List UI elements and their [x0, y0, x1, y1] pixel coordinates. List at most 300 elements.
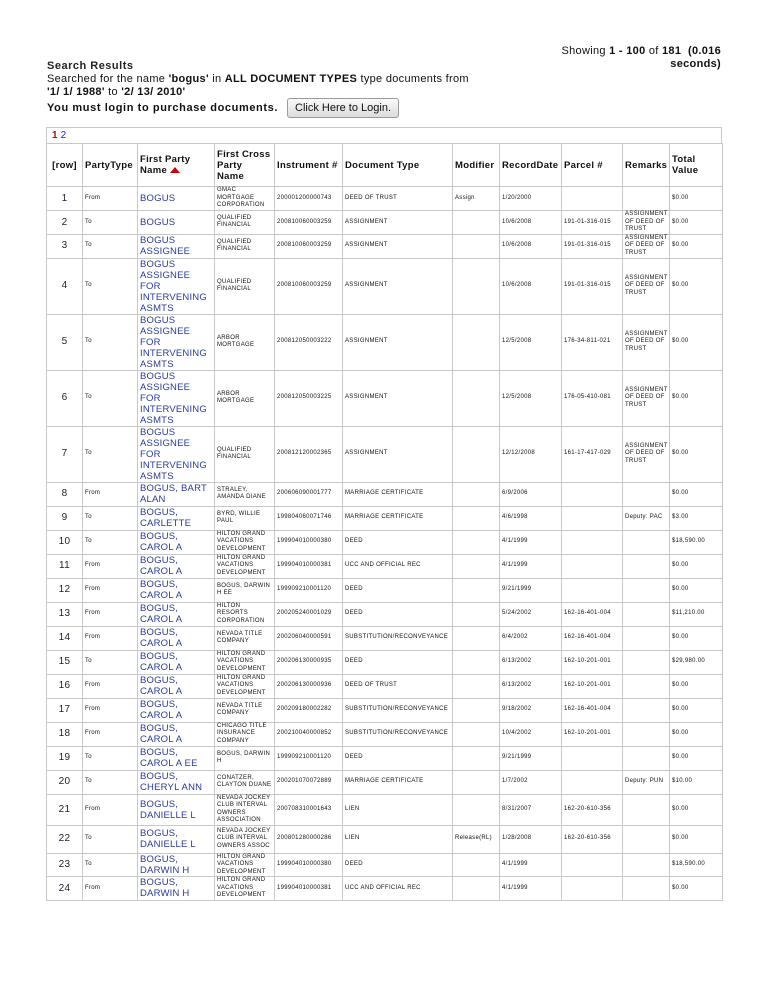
col-first-party-name[interactable]: First Party Name: [138, 144, 215, 187]
record-date: 5/24/2002: [500, 602, 562, 626]
cross-party-name: HILTON GRAND VACATIONS DEVELOPMENT: [215, 853, 275, 877]
parcel-number: [562, 877, 623, 901]
document-type: LIEN: [343, 825, 453, 853]
document-type: MARRIAGE CERTIFICATE: [343, 506, 453, 530]
record-date: 6/9/2006: [500, 482, 562, 506]
parcel-number: [562, 482, 623, 506]
table-row[interactable]: [47, 698, 723, 722]
first-party-name-link[interactable]: BOGUS ASSIGNEE: [138, 234, 215, 258]
total-value: $0.00: [670, 482, 723, 506]
record-date: 10/6/2008: [500, 211, 562, 235]
instrument-number: 199909210001120: [275, 746, 343, 770]
instrument-number: 200801280000286: [275, 825, 343, 853]
document-type: DEED: [343, 650, 453, 674]
first-party-name-link[interactable]: BOGUS, CAROL A EE: [138, 746, 215, 770]
cross-party-name: STRALEY, AMANDA DIANE: [215, 482, 275, 506]
row-number: 15: [47, 650, 83, 674]
table-row[interactable]: [47, 626, 723, 650]
table-row[interactable]: [47, 650, 723, 674]
remarks: [623, 698, 670, 722]
instrument-number: 199904010000380: [275, 853, 343, 877]
total-value: $0.00: [670, 426, 723, 482]
col-modifier[interactable]: Modifier: [453, 144, 500, 187]
total-value: $10.00: [670, 770, 723, 794]
search-summary: Searched for the name 'bogus' in ALL DOCUMENT TYPES type documents from '1/ 1/ 1988' to '2/ 13/ 2010': [47, 73, 469, 98]
table-row[interactable]: [47, 722, 723, 746]
total-value: $0.00: [670, 698, 723, 722]
table-row[interactable]: [47, 746, 723, 770]
cross-party-name: QUALIFIED FINANCIAL: [215, 426, 275, 482]
row-number: 12: [47, 578, 83, 602]
instrument-number: 200206040000591: [275, 626, 343, 650]
remarks: ASSIGNMENT OF DEED OF TRUST: [623, 258, 670, 314]
modifier: [453, 426, 500, 482]
query-time: (0.016: [688, 45, 721, 57]
remarks: [623, 578, 670, 602]
col-remarks[interactable]: Remarks: [623, 144, 670, 187]
col-record-date[interactable]: RecordDate: [500, 144, 562, 187]
modifier: [453, 602, 500, 626]
document-type: UCC AND OFFICIAL REC: [343, 877, 453, 901]
table-row[interactable]: [47, 530, 723, 554]
row-number: 19: [47, 746, 83, 770]
parcel-number: [562, 506, 623, 530]
cross-party-name: BYRD, WILLIE PAUL: [215, 506, 275, 530]
first-party-name-link[interactable]: BOGUS, CARLETTE: [138, 506, 215, 530]
results-table-body: [47, 187, 723, 901]
total-value: $0.00: [670, 554, 723, 578]
cross-party-name: HILTON GRAND VACATIONS DEVELOPMENT: [215, 554, 275, 578]
row-number: 16: [47, 674, 83, 698]
modifier: [453, 877, 500, 901]
record-date: 9/21/1999: [500, 746, 562, 770]
modifier: [453, 554, 500, 578]
remarks: [623, 650, 670, 674]
login-row: [47, 98, 399, 118]
party-type: From: [83, 794, 138, 825]
parcel-number: 162-16-401-004: [562, 602, 623, 626]
record-date: 9/18/2002: [500, 698, 562, 722]
table-row[interactable]: [47, 825, 723, 853]
first-party-name-link[interactable]: BOGUS, CHERYL ANN: [138, 770, 215, 794]
modifier: [453, 506, 500, 530]
date-to: '2/ 13/ 2010': [121, 86, 186, 98]
instrument-number: 200201070072889: [275, 770, 343, 794]
page-link-2[interactable]: 2: [60, 130, 67, 141]
modifier: [453, 674, 500, 698]
parcel-number: 162-20-610-356: [562, 825, 623, 853]
party-type: To: [83, 234, 138, 258]
remarks: ASSIGNMENT OF DEED OF TRUST: [623, 211, 670, 235]
document-type: SUBSTITUTION/RECONVEYANCE: [343, 722, 453, 746]
cross-party-name: GMAC MORTGAGE CORPORATION: [215, 187, 275, 211]
parcel-number: [562, 530, 623, 554]
document-type: ASSIGNMENT: [343, 258, 453, 314]
login-button[interactable]: Click Here to Login.: [287, 98, 399, 118]
remarks: ASSIGNMENT OF DEED OF TRUST: [623, 426, 670, 482]
total-value: $0.00: [670, 877, 723, 901]
first-party-name-link[interactable]: BOGUS, CAROL A: [138, 698, 215, 722]
instrument-number: 199904010000381: [275, 877, 343, 901]
table-header-row: [47, 144, 723, 187]
table-row[interactable]: [47, 211, 723, 235]
table-row[interactable]: [47, 314, 723, 370]
total-value: $0.00: [670, 794, 723, 825]
modifier: [453, 722, 500, 746]
instrument-number: 200810060003259: [275, 258, 343, 314]
total-value: $0.00: [670, 314, 723, 370]
first-party-name-link[interactable]: BOGUS, DANIELLE L: [138, 794, 215, 825]
page-current: 1: [52, 130, 58, 141]
col-row[interactable]: [row]: [47, 144, 83, 187]
total-value: $3.00: [670, 506, 723, 530]
table-row[interactable]: [47, 370, 723, 426]
first-party-name-link[interactable]: BOGUS, CAROL A: [138, 674, 215, 698]
row-number: 21: [47, 794, 83, 825]
first-party-name-link[interactable]: BOGUS: [138, 211, 215, 235]
total-value: $0.00: [670, 746, 723, 770]
first-party-name-link[interactable]: BOGUS, DARWIN H: [138, 877, 215, 901]
cross-party-name: HILTON GRAND VACATIONS DEVELOPMENT: [215, 674, 275, 698]
modifier: [453, 698, 500, 722]
instrument-number: 199904010000380: [275, 530, 343, 554]
party-type: From: [83, 602, 138, 626]
cross-party-name: ARBOR MORTGAGE: [215, 370, 275, 426]
instrument-number: 200209180002282: [275, 698, 343, 722]
remarks: [623, 722, 670, 746]
cross-party-name: QUALIFIED FINANCIAL: [215, 234, 275, 258]
first-party-name-link[interactable]: BOGUS, CAROL A: [138, 530, 215, 554]
record-date: 4/1/1999: [500, 877, 562, 901]
cross-party-name: BOGUS, DARWIN H EE: [215, 578, 275, 602]
party-type: From: [83, 722, 138, 746]
cross-party-name: QUALIFIED FINANCIAL: [215, 211, 275, 235]
record-date: 10/6/2008: [500, 234, 562, 258]
col-parcel[interactable]: Parcel #: [562, 144, 623, 187]
modifier: Assign: [453, 187, 500, 211]
row-number: 2: [47, 211, 83, 235]
cross-party-name: NEVADA TITLE COMPANY: [215, 698, 275, 722]
document-type: ASSIGNMENT: [343, 426, 453, 482]
parcel-number: 176-34-811-021: [562, 314, 623, 370]
cross-party-name: HILTON GRAND VACATIONS DEVELOPMENT: [215, 877, 275, 901]
record-date: 9/21/1999: [500, 578, 562, 602]
document-type: SUBSTITUTION/RECONVEYANCE: [343, 626, 453, 650]
instrument-number: 200001200000743: [275, 187, 343, 211]
cross-party-name: NEVADA JOCKEY CLUB INTERVAL OWNERS ASSOC: [215, 825, 275, 853]
login-notice: You must login to purchase documents.: [47, 102, 279, 114]
parcel-number: [562, 554, 623, 578]
parcel-number: 162-20-610-356: [562, 794, 623, 825]
party-type: To: [83, 825, 138, 853]
document-type: DEED: [343, 530, 453, 554]
document-type: MARRIAGE CERTIFICATE: [343, 770, 453, 794]
query-time-unit: seconds): [670, 58, 721, 70]
total-value: $0.00: [670, 722, 723, 746]
cross-party-name: NEVADA TITLE COMPANY: [215, 626, 275, 650]
cross-party-name: HILTON GRAND VACATIONS DEVELOPMENT: [215, 530, 275, 554]
record-date: 6/13/2002: [500, 674, 562, 698]
table-row[interactable]: [47, 482, 723, 506]
record-date: 6/13/2002: [500, 650, 562, 674]
results-total: 181: [662, 45, 682, 57]
page-title: Search Results: [47, 60, 134, 72]
first-party-name-link[interactable]: BOGUS ASSIGNEE FOR INTERVENING ASMTS: [138, 426, 215, 482]
row-number: 4: [47, 258, 83, 314]
total-value: $18,590.00: [670, 530, 723, 554]
document-type: LIEN: [343, 794, 453, 825]
remarks: Deputy: PUN: [623, 770, 670, 794]
row-number: 13: [47, 602, 83, 626]
parcel-number: 162-10-201-001: [562, 674, 623, 698]
parcel-number: [562, 187, 623, 211]
date-from: '1/ 1/ 1988': [47, 86, 105, 98]
parcel-number: 191-01-316-015: [562, 211, 623, 235]
remarks: [623, 187, 670, 211]
parcel-number: 191-01-316-015: [562, 234, 623, 258]
parcel-number: 162-10-201-001: [562, 722, 623, 746]
total-value: $0.00: [670, 370, 723, 426]
party-type: From: [83, 674, 138, 698]
total-value: $29,980.00: [670, 650, 723, 674]
instrument-number: 200812050003222: [275, 314, 343, 370]
col-instrument[interactable]: Instrument #: [275, 144, 343, 187]
table-row[interactable]: [47, 602, 723, 626]
first-party-name-link[interactable]: BOGUS, CAROL A: [138, 554, 215, 578]
party-type: To: [83, 853, 138, 877]
first-party-name-link[interactable]: BOGUS ASSIGNEE FOR INTERVENING ASMTS: [138, 370, 215, 426]
modifier: [453, 794, 500, 825]
total-value: $0.00: [670, 258, 723, 314]
instrument-number: 200812050003225: [275, 370, 343, 426]
record-date: 1/20/2000: [500, 187, 562, 211]
record-date: 6/4/2002: [500, 626, 562, 650]
remarks: [623, 746, 670, 770]
cross-party-name: ARBOR MORTGAGE: [215, 314, 275, 370]
document-type: ASSIGNMENT: [343, 314, 453, 370]
row-number: 8: [47, 482, 83, 506]
document-type: DEED: [343, 853, 453, 877]
first-party-name-link[interactable]: BOGUS, CAROL A: [138, 578, 215, 602]
row-number: 9: [47, 506, 83, 530]
col-party-type[interactable]: PartyType: [83, 144, 138, 187]
remarks: [623, 794, 670, 825]
remarks: [623, 626, 670, 650]
parcel-number: 162-16-401-004: [562, 698, 623, 722]
first-party-name-link[interactable]: BOGUS, CAROL A: [138, 722, 215, 746]
table-row[interactable]: [47, 506, 723, 530]
table-row[interactable]: [47, 853, 723, 877]
cross-party-name: NEVADA JOCKEY CLUB INTERVAL OWNERS ASSOCIATION: [215, 794, 275, 825]
row-number: 24: [47, 877, 83, 901]
modifier: [453, 626, 500, 650]
document-type: SUBSTITUTION/RECONVEYANCE: [343, 698, 453, 722]
results-table-container: [46, 127, 722, 901]
party-type: To: [83, 650, 138, 674]
record-date: 4/6/1998: [500, 506, 562, 530]
search-term: 'bogus': [168, 73, 209, 85]
parcel-number: 162-16-401-004: [562, 626, 623, 650]
cross-party-name: BOGUS, DARWIN H: [215, 746, 275, 770]
parcel-number: [562, 746, 623, 770]
total-value: $0.00: [670, 674, 723, 698]
total-value: $11,210.00: [670, 602, 723, 626]
parcel-number: 176-05-410-081: [562, 370, 623, 426]
party-type: To: [83, 258, 138, 314]
record-date: 1/28/2008: [500, 825, 562, 853]
remarks: [623, 530, 670, 554]
document-type: DEED: [343, 746, 453, 770]
modifier: [453, 482, 500, 506]
first-party-name-link[interactable]: BOGUS ASSIGNEE FOR INTERVENING ASMTS: [138, 258, 215, 314]
table-row[interactable]: [47, 554, 723, 578]
instrument-number: 200708310001643: [275, 794, 343, 825]
record-date: 10/4/2002: [500, 722, 562, 746]
remarks: [623, 554, 670, 578]
party-type: To: [83, 530, 138, 554]
col-first-cross-party-name[interactable]: First Cross Party Name: [215, 144, 275, 187]
sort-ascending-icon: [170, 167, 180, 173]
record-date: 12/5/2008: [500, 314, 562, 370]
cross-party-name: HILTON GRAND VACATIONS DEVELOPMENT: [215, 650, 275, 674]
document-type: ASSIGNMENT: [343, 211, 453, 235]
party-type: To: [83, 426, 138, 482]
pagination: [46, 127, 722, 143]
table-row[interactable]: [47, 426, 723, 482]
first-party-name-link[interactable]: BOGUS, DANIELLE L: [138, 825, 215, 853]
modifier: [453, 746, 500, 770]
row-number: 6: [47, 370, 83, 426]
remarks: [623, 602, 670, 626]
parcel-number: 162-10-201-001: [562, 650, 623, 674]
cross-party-name: QUALIFIED FINANCIAL: [215, 258, 275, 314]
parcel-number: [562, 578, 623, 602]
party-type: From: [83, 554, 138, 578]
instrument-number: 200810060003259: [275, 211, 343, 235]
instrument-number: 199804060071746: [275, 506, 343, 530]
instrument-number: 200810060003259: [275, 234, 343, 258]
remarks: [623, 853, 670, 877]
cross-party-name: CHICAGO TITLE INSURANCE COMPANY: [215, 722, 275, 746]
party-type: To: [83, 746, 138, 770]
document-type: DEED: [343, 578, 453, 602]
results-table: [46, 143, 723, 901]
total-value: $0.00: [670, 825, 723, 853]
remarks: [623, 825, 670, 853]
document-type: DEED OF TRUST: [343, 187, 453, 211]
parcel-number: 191-01-316-015: [562, 258, 623, 314]
modifier: [453, 370, 500, 426]
table-row[interactable]: [47, 770, 723, 794]
first-party-name-link[interactable]: BOGUS, CAROL A: [138, 650, 215, 674]
search-doc-types: ALL DOCUMENT TYPES: [224, 73, 358, 85]
total-value: $0.00: [670, 626, 723, 650]
party-type: To: [83, 211, 138, 235]
first-party-name-link[interactable]: BOGUS, CAROL A: [138, 602, 215, 626]
col-document-type[interactable]: Document Type: [343, 144, 453, 187]
total-value: $0.00: [670, 187, 723, 211]
col-total-value[interactable]: Total Value: [670, 144, 723, 187]
record-date: 1/7/2002: [500, 770, 562, 794]
document-type: UCC AND OFFICIAL REC: [343, 554, 453, 578]
row-number: 23: [47, 853, 83, 877]
instrument-number: 200206130000936: [275, 674, 343, 698]
record-date: 4/1/1999: [500, 554, 562, 578]
first-party-name-link[interactable]: BOGUS, CAROL A: [138, 626, 215, 650]
remarks: Deputy: PAC: [623, 506, 670, 530]
table-row[interactable]: [47, 187, 723, 211]
document-type: DEED OF TRUST: [343, 674, 453, 698]
first-party-name-link[interactable]: BOGUS, BART ALAN: [138, 482, 215, 506]
table-row[interactable]: [47, 877, 723, 901]
row-number: 22: [47, 825, 83, 853]
modifier: [453, 314, 500, 370]
first-party-name-link[interactable]: BOGUS, DARWIN H: [138, 853, 215, 877]
party-type: From: [83, 578, 138, 602]
cross-party-name: CONATZER, CLAYTON DUANE: [215, 770, 275, 794]
party-type: To: [83, 314, 138, 370]
row-number: 1: [47, 187, 83, 211]
party-type: To: [83, 370, 138, 426]
party-type: To: [83, 770, 138, 794]
instrument-number: 200205240001029: [275, 602, 343, 626]
instrument-number: 200210040000852: [275, 722, 343, 746]
modifier: Release(RL): [453, 825, 500, 853]
remarks: [623, 877, 670, 901]
remarks: ASSIGNMENT OF DEED OF TRUST: [623, 370, 670, 426]
parcel-number: 161-17-417-029: [562, 426, 623, 482]
party-type: From: [83, 187, 138, 211]
modifier: [453, 258, 500, 314]
total-value: $18,590.00: [670, 853, 723, 877]
first-party-name-link[interactable]: BOGUS ASSIGNEE FOR INTERVENING ASMTS: [138, 314, 215, 370]
row-number: 20: [47, 770, 83, 794]
modifier: [453, 530, 500, 554]
record-date: 4/1/1999: [500, 853, 562, 877]
results-range: 1 - 100: [609, 45, 646, 57]
party-type: From: [83, 626, 138, 650]
document-type: ASSIGNMENT: [343, 370, 453, 426]
total-value: $0.00: [670, 234, 723, 258]
first-party-name-link[interactable]: BOGUS: [138, 187, 215, 211]
row-number: 10: [47, 530, 83, 554]
document-type: DEED: [343, 602, 453, 626]
total-value: $0.00: [670, 211, 723, 235]
document-type: MARRIAGE CERTIFICATE: [343, 482, 453, 506]
record-date: 10/6/2008: [500, 258, 562, 314]
table-row[interactable]: [47, 674, 723, 698]
modifier: [453, 770, 500, 794]
table-row[interactable]: [47, 794, 723, 825]
cross-party-name: HILTON RESORTS CORPORATION: [215, 602, 275, 626]
document-type: ASSIGNMENT: [343, 234, 453, 258]
remarks: [623, 482, 670, 506]
table-row[interactable]: [47, 258, 723, 314]
remarks: [623, 674, 670, 698]
record-date: 4/1/1999: [500, 530, 562, 554]
modifier: [453, 234, 500, 258]
modifier: [453, 650, 500, 674]
record-date: 12/12/2008: [500, 426, 562, 482]
parcel-number: [562, 853, 623, 877]
row-number: 14: [47, 626, 83, 650]
table-row[interactable]: [47, 578, 723, 602]
modifier: [453, 853, 500, 877]
results-count: Showing 1 - 100 of 181 (0.016 seconds): [561, 45, 721, 70]
table-row[interactable]: [47, 234, 723, 258]
parcel-number: [562, 770, 623, 794]
instrument-number: 200606090001777: [275, 482, 343, 506]
